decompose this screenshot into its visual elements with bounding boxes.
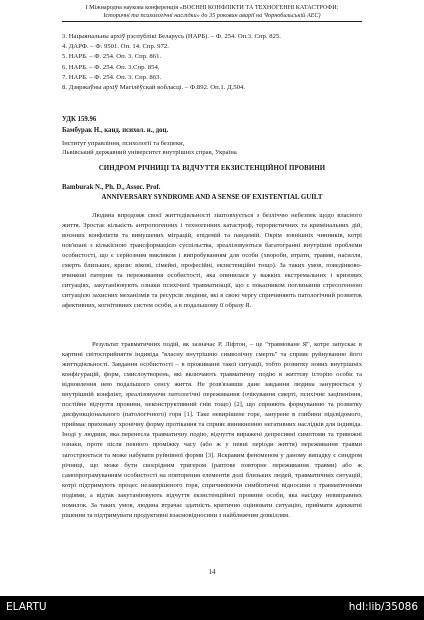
- reference-list: [62, 32, 382, 93]
- repository-footer-bar: [0, 596, 424, 620]
- reference-item: 4. ДАРФ. – Ф. 9501. Оп. 14. Спр. 972.: [62, 43, 169, 51]
- reference-item: 7. НАРБ. – Ф. 254. Оп. 3. Спр. 863.: [62, 73, 162, 81]
- author-en: Bamburak N., Ph. D., Assoc. Prof.: [62, 184, 161, 191]
- handle-link[interactable]: hdl:lib/35086: [348, 601, 418, 613]
- header-line-2: Історичні та психологічні наслідки» до 35 роковин аварії на Чорнобильській АЕС): [103, 11, 321, 19]
- body-paragraph-2: Результат травматичних подій, як зазначає Р. Ліфтон, – це "травмоване Я", котре запускає в картині світосприйняття індивіда "власну внутрішню символічну смерть" та сприяє руйнуванню його життєдіяльності. Завдання особистості – в проживанні такої ситуації, тобто розвитку нових внутрішніх конфігурацій, форм, смислоутворень, які включають травматичну подію в життєву історію особи та відновлення нею подальшого сенсу життя. Не розв'язавши дане завдання людина занурюється у внутрішній конфлікт, зреалізовуючи патологічні переживання (очікування смерті, психічне заціпеніння, постійне відчуття провини, неконструктивний гнів тощо) [2], що сприяють формуванню та розвитку дисфункціонального (патологічного) горя [1]. Таке невирішене горе, занурене в глибини підсвідомого, приймає приховану хронічну форму протікання та сприяє виникненню негативних наслідків для індивіда. Іноді у людини, яка перенесла травматичну подію, відчуття виражені депресивні симптоми та тривожні ознаки, проте після певного проміжку часу (або ж у певні періоди життя) переживання травми загострюється та може набувати руйнівної форми [3]. Яскравим феноменом у даному випадку є синдром річниці, що може бути своєрідним тригером (раптове повторне переживання травми) або ж самопрограмуванням особистості на повторення елементів долі близьких людей, травматичних ситуацій, котрі підтримують процес незавершеного горя, спричинюючи симбіотичні відносини з травматичними подіями, а відтак закутаніювують відчуття екзистенційної провини особи, яка насідку невиправних помилок. За таких умов, людина втрачає здатність критично оцінювати ситуацію, приймати адекватні рішення та підтримувати продуктивні взаємовідносини з найближчим довкіллям.: [62, 341, 362, 519]
- repository-name: ELARTU: [6, 601, 47, 613]
- conference-header: [62, 4, 362, 22]
- reference-item: 5. НАРБ. – Ф. 254. Оп. 3. Спр. 861.: [62, 53, 162, 61]
- article-title-ua: СИНДРОМ РІЧНИЦІ ТА ВІДЧУТТЯ ЕКЗИСТЕНЦІЙНОЇ ПРОВИНИ: [98, 165, 326, 172]
- author-ua: Бамбурак Н., канд. психол. н., доц.: [62, 127, 169, 134]
- article-title-en: ANNIVERSARY SYNDROME AND A SENSE OF EXISTENTIAL GUILT: [101, 194, 323, 201]
- reference-item: 3. Нацыянальны архіў рэспублікі Беларусь (НАРБ). – Ф. 254. Оп.3. Спр. 825.: [62, 33, 281, 40]
- reference-item: 6. НАРБ. – Ф. 254. Оп. 3.Спр. 854.: [62, 63, 160, 71]
- affiliation-line-2: Львівський державний університет внутрішніх справ, Україна: [62, 149, 237, 157]
- reference-item: 8. Дзяржаўны архіў Магілёўскай вобласці. – Ф.892. Оп.1. Д.504.: [62, 84, 245, 92]
- body-paragraph-1: Людина впродовж своєї життєдіяльності зіштовхується з безліччю небезпек щодо власного життя. Зростає кількість антропогенних і техногенних катастроф, терористичних та кримінальних дій, воєнних конфліктів та вимушених міграцій, епідемій та пандемій. Окрім зовнішніх чинників, котрі пов'язані з кількісною трансформацією суспільства, зреалізовуються багатогранні внутрішні проблеми особистості, що є серйозним викликом і випробуванням для особи (хвороби, втрати, травми, насилля, смерть близьких, кризи: вікові, сімейні, професійні, екзистенційні тощо). За таких умов, поведінково-вчинкові патерни та переживання особистості, яка опинилася у важких екстремальних і кризових ситуаціях, закутаніювують ознаки психічної травматизації, що є показником поглинання стресогенною ситуацією захисних механізмів та ресурсів людини, які в свою чергу спричиняють патологічний розвиток афективних, когнітивних систем особи, а в подальшому її образу Я.: [62, 212, 362, 310]
- header-line-1: І Міжнародна наукова конференція «ВОЄННІ КОНФЛІКТИ ТА ТЕХНОГЕННІ КАТАСТРОФИ:: [85, 4, 339, 11]
- affiliation-line-1: Інститут управління, психології та безпеки,: [62, 140, 185, 147]
- page-number: 14: [208, 568, 216, 576]
- udk-code: УДК 159.96: [62, 116, 97, 123]
- affiliation: [62, 139, 362, 158]
